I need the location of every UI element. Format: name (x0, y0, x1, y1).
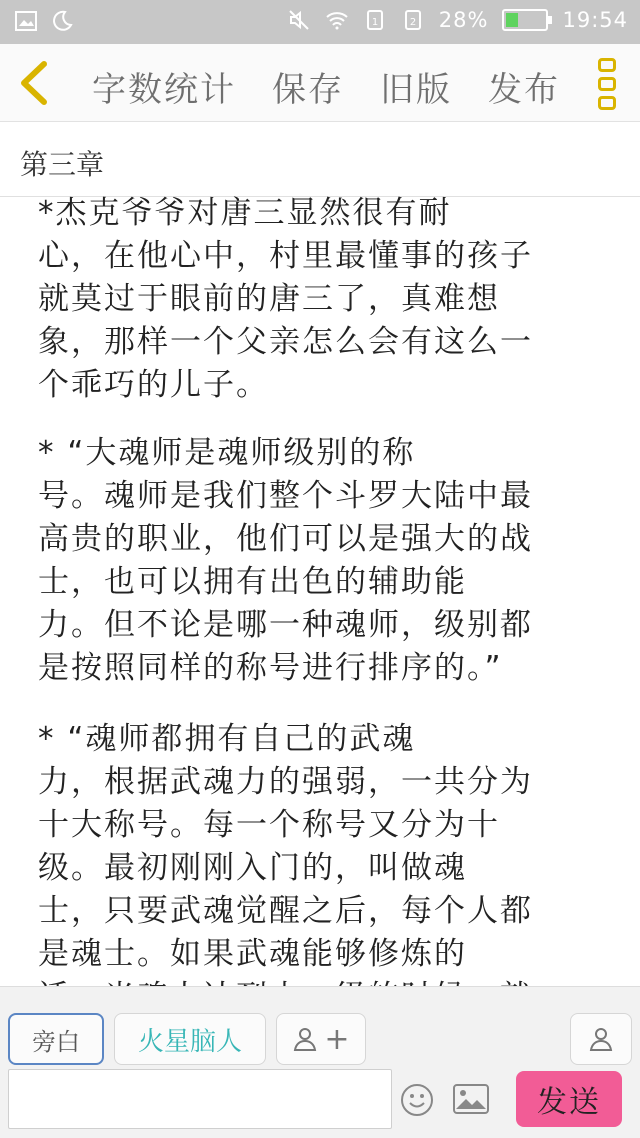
sim1-icon (363, 8, 387, 32)
send-label: 发送 (537, 1085, 601, 1120)
user-icon (588, 1026, 614, 1052)
paragraph (38, 432, 598, 690)
text-line: 力，根据武魂力的强弱，一共分为 (38, 764, 533, 800)
text-line: 就莫过于眼前的唐三了，真难想 (38, 281, 500, 317)
editor-toolbar (0, 44, 640, 122)
publish-button[interactable]: 发布 (488, 70, 560, 110)
chevron-left-icon[interactable] (14, 58, 54, 108)
text-line: 力。但不论是哪一种魂师，级别都 (38, 607, 533, 643)
profile-button[interactable] (570, 1013, 632, 1065)
svg-text:2: 2 (409, 17, 416, 28)
sim2-icon (401, 8, 425, 32)
text-line: 心，在他心中，村里最懂事的孩子 (38, 238, 533, 274)
compose-bar (0, 986, 640, 1138)
mute-icon (287, 8, 311, 32)
image-icon (14, 9, 38, 33)
role-label: 火星脑人 (137, 1026, 242, 1057)
text-line: 是按照同样的称号进行排序的。” (38, 650, 503, 686)
user-icon (292, 1026, 318, 1052)
text-line: 级。最初刚刚入门的，叫做魂 (38, 850, 467, 886)
moon-icon (50, 9, 74, 33)
text-line: 号。魂师是我们整个斗罗大陆中最 (38, 478, 533, 514)
message-input[interactable] (8, 1069, 392, 1129)
wifi-icon (325, 8, 349, 32)
send-button[interactable] (516, 1071, 622, 1127)
emoji-icon[interactable] (400, 1083, 434, 1117)
image-upload-icon[interactable] (452, 1083, 490, 1115)
text-line: *杰克爷爷对唐三显然很有耐 (38, 195, 452, 231)
text-line: * “大魂师是魂师级别的称 (38, 435, 416, 471)
text-line: 是魂士。如果武魂能够修炼的 (38, 936, 467, 972)
battery-percent: 28% (438, 8, 489, 32)
status-right (287, 8, 628, 32)
role-button[interactable] (114, 1013, 266, 1065)
status-left (14, 9, 74, 33)
word-count-button[interactable]: 字数统计 (92, 70, 236, 110)
add-role-button[interactable] (276, 1013, 366, 1065)
add-role-label: + (324, 1021, 350, 1057)
paragraph (38, 718, 598, 1019)
clock: 19:54 (562, 8, 628, 32)
old-version-button[interactable]: 旧版 (380, 70, 452, 110)
paragraph (38, 192, 598, 407)
battery-icon (502, 9, 548, 31)
text-line: 个乖巧的儿子。 (38, 367, 269, 403)
chapter-content[interactable] (0, 195, 640, 986)
status-bar (0, 0, 640, 44)
save-button[interactable]: 保存 (272, 70, 344, 110)
more-vertical-icon[interactable] (598, 58, 616, 110)
chapter-header (0, 123, 640, 197)
text-line: 十大称号。每一个称号又分为十 (38, 807, 500, 843)
text-line: 高贵的职业，他们可以是强大的战 (38, 521, 533, 557)
narration-label: 旁白 (32, 1027, 80, 1056)
toolbar-actions (92, 62, 560, 111)
narration-button[interactable] (8, 1013, 104, 1065)
text-line: * “魂师都拥有自己的武魂 (38, 721, 416, 757)
text-line: 象，那样一个父亲怎么会有这么一 (38, 324, 533, 360)
text-line: 士，只要武魂觉醒之后，每个人都 (38, 893, 533, 929)
chapter-title[interactable]: 第三章 (20, 148, 105, 181)
text-line: 士，也可以拥有出色的辅助能 (38, 564, 467, 600)
svg-text:1: 1 (371, 17, 378, 28)
